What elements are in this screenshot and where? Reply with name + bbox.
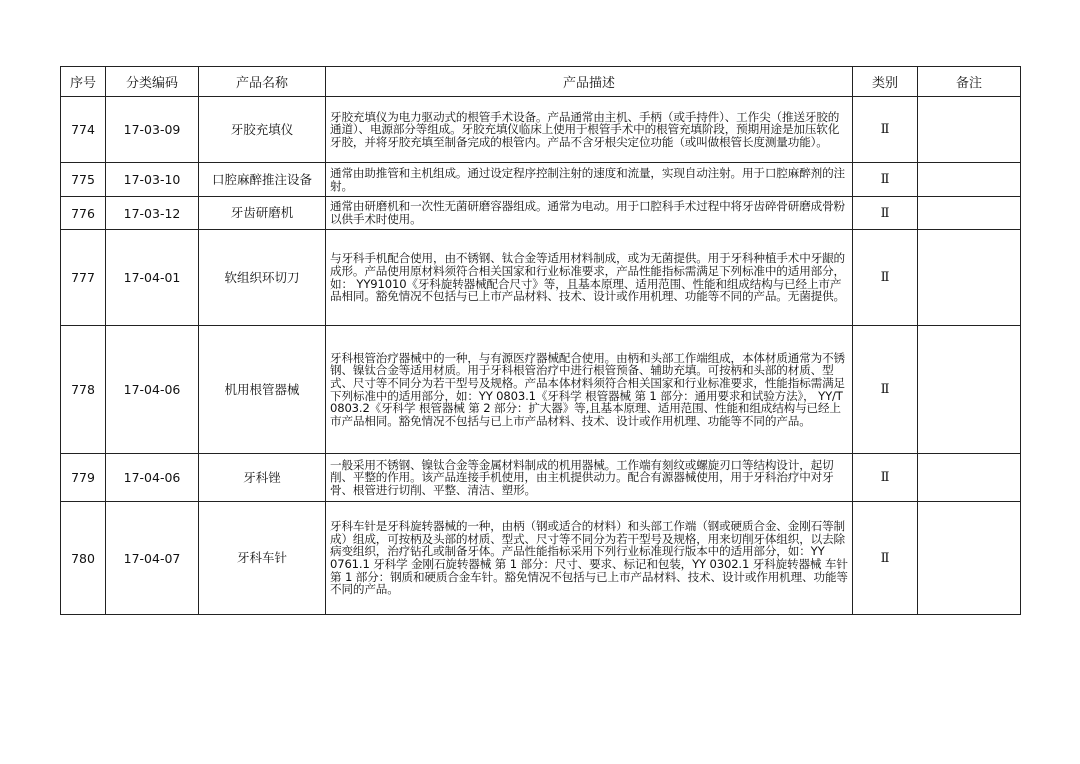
header-seq: 序号: [61, 67, 106, 97]
cell-category: Ⅱ: [853, 326, 918, 454]
cell-name: 机用根管器械: [199, 326, 326, 454]
cell-code: 17-04-07: [106, 502, 199, 615]
cell-remark: [918, 97, 1021, 163]
cell-seq: 779: [61, 454, 106, 502]
cell-code: 17-04-01: [106, 230, 199, 326]
cell-seq: 776: [61, 197, 106, 230]
cell-name: 软组织环切刀: [199, 230, 326, 326]
cell-category: Ⅱ: [853, 502, 918, 615]
cell-seq: 775: [61, 163, 106, 197]
header-desc: 产品描述: [326, 67, 853, 97]
cell-code: 17-04-06: [106, 454, 199, 502]
cell-code: 17-03-12: [106, 197, 199, 230]
cell-desc: 牙胶充填仪为电力驱动式的根管手术设备。产品通常由主机、手柄（或手持件）、工作尖（推送牙胶的通道）、电源部分等组成。牙胶充填仪临床上使用于根管手术中的根管充填阶段，预期用途是加压软化牙胶，并将牙胶充填至制备完成的根管内。产品不含牙根尖定位功能（或叫做根管长度测量功能）。: [326, 97, 853, 163]
cell-name: 牙齿研磨机: [199, 197, 326, 230]
cell-desc: 牙科车针是牙科旋转器械的一种，由柄（钢或适合的材料）和头部工作端（钢或硬质合金、金刚石等制成）组成，可按柄及头部的材质、型式、尺寸等不同分为若干型号及规格，用来切削牙体组织，以去除病变组织，治疗钻孔或制备牙体。产品性能指标采用下列行业标准现行版本中的适用部分，如：YY 0761.1 牙科学 金刚石旋转器械 第 1 部分：尺寸、要求、标记和包装，YY 0302.1 牙科旋转器械 车针 第 1 部分：钢质和硬质合金车针。豁免情况不包括与已上市产品材料、技术、设计或作用机理、功能等不同的产品。: [326, 502, 853, 615]
header-remark: 备注: [918, 67, 1021, 97]
table-header-row: [61, 67, 1021, 97]
cell-desc: 通常由助推管和主机组成。通过设定程序控制注射的速度和流量，实现自动注射。用于口腔麻醉剂的注射。: [326, 163, 853, 197]
cell-name: 牙胶充填仪: [199, 97, 326, 163]
cell-seq: 774: [61, 97, 106, 163]
cell-category: Ⅱ: [853, 97, 918, 163]
cell-desc: 一般采用不锈钢、镍钛合金等金属材料制成的机用器械。工作端有刻纹或螺旋刃口等结构设计，起切削、平整的作用。该产品连接手机使用，由主机提供动力。配合有源器械使用，用于牙科治疗中对牙骨、根管进行切削、平整、清洁、塑形。: [326, 454, 853, 502]
cell-desc: 通常由研磨机和一次性无菌研磨容器组成。通常为电动。用于口腔科手术过程中将牙齿碎骨研磨成骨粉以供手术时使用。: [326, 197, 853, 230]
cell-seq: 777: [61, 230, 106, 326]
table-row: [61, 97, 1021, 163]
cell-seq: 778: [61, 326, 106, 454]
cell-desc: 牙科根管治疗器械中的一种，与有源医疗器械配合使用。由柄和头部工作端组成，本体材质通常为不锈钢、镍钛合金等适用材质。用于牙科根管治疗中进行根管预备、辅助充填。可按柄和头部的材质、型式、尺寸等不同分为若干型号及规格。产品本体材料须符合相关国家和行业标准要求，性能指标需满足下列标准中的适用部分，如：YY 0803.1《牙科学 根管器械 第 1 部分：通用要求和试验方法》， YY/T 0803.2《牙科学 根管器械 第 2 部分：扩大器》等,且基本原理、适用范围、性能和组成结构与已经上市产品相同。豁免情况不包括与已上市产品材料、技术、设计或作用机理、功能等不同的产品。: [326, 326, 853, 454]
cell-code: 17-03-09: [106, 97, 199, 163]
cell-remark: [918, 326, 1021, 454]
table-row: [61, 197, 1021, 230]
product-table: [60, 66, 1021, 615]
cell-category: Ⅱ: [853, 197, 918, 230]
cell-seq: 780: [61, 502, 106, 615]
cell-category: Ⅱ: [853, 454, 918, 502]
cell-remark: [918, 197, 1021, 230]
cell-name: 口腔麻醉推注设备: [199, 163, 326, 197]
cell-code: 17-03-10: [106, 163, 199, 197]
header-code: 分类编码: [106, 67, 199, 97]
header-name: 产品名称: [199, 67, 326, 97]
cell-name: 牙科锉: [199, 454, 326, 502]
cell-category: Ⅱ: [853, 163, 918, 197]
table-row: [61, 326, 1021, 454]
table-row: [61, 163, 1021, 197]
cell-remark: [918, 454, 1021, 502]
cell-code: 17-04-06: [106, 326, 199, 454]
header-category: 类别: [853, 67, 918, 97]
cell-desc: 与牙科手机配合使用，由不锈钢、钛合金等适用材料制成，或为无菌提供。用于牙科种植手术中牙龈的成形。产品使用原材料须符合相关国家和行业标准要求，产品性能指标需满足下列标准中的适用部分，如： YY91010《牙科旋转器械配合尺寸》等，且基本原理、适用范围、性能和组成结构与已经上市产品相同。豁免情况不包括与已上市产品材料、技术、设计或作用机理、功能等不同的产品。无菌提供。: [326, 230, 853, 326]
table-row: [61, 230, 1021, 326]
cell-remark: [918, 163, 1021, 197]
table-row: [61, 502, 1021, 615]
cell-category: Ⅱ: [853, 230, 918, 326]
table-row: [61, 454, 1021, 502]
cell-name: 牙科车针: [199, 502, 326, 615]
cell-remark: [918, 502, 1021, 615]
cell-remark: [918, 230, 1021, 326]
